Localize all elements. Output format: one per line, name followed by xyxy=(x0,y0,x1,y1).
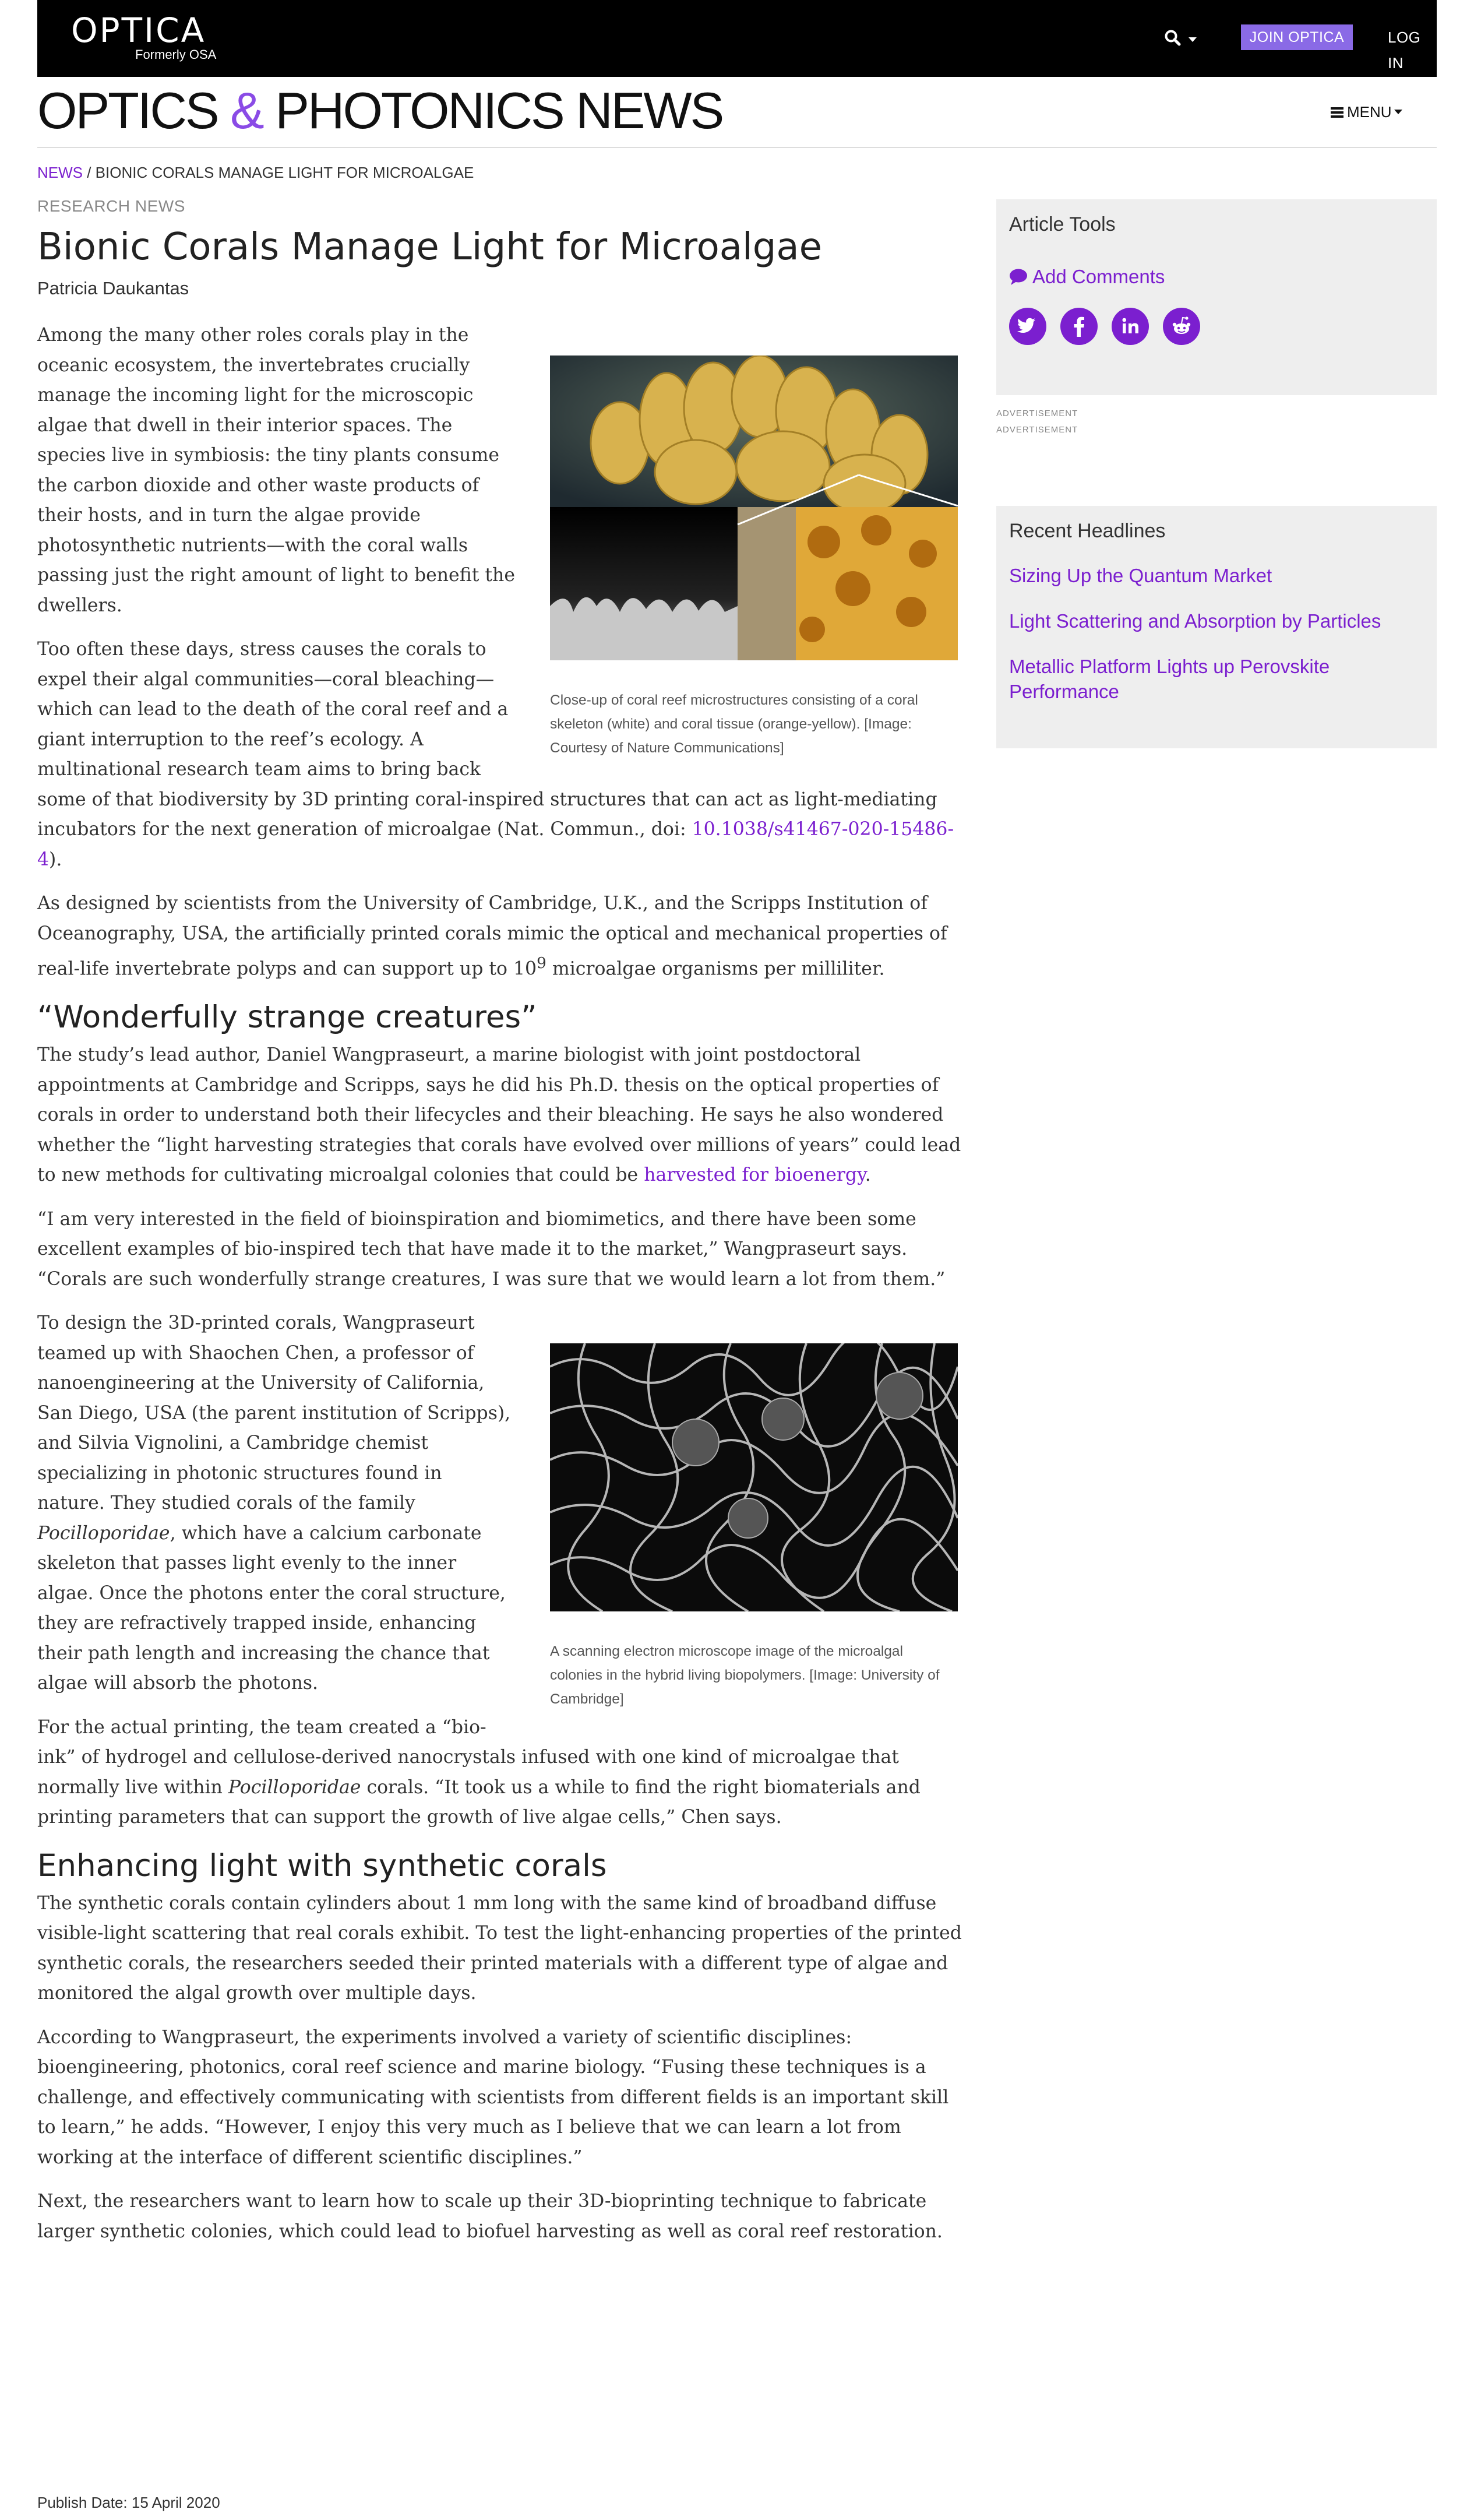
article-paragraph: Among the many other roles corals play in the oceanic ecosystem, the invertebrates crucially manage the incoming light for the microscopic algae that dwell in their interior spaces. The species live in symbiosis: the tiny plants consume the carbon dioxide and other waste products of their hosts, and in turn the algae provide photosynthetic nutrients—with the coral walls passing just the right amount of light to benefit the dwellers. xyxy=(37,325,515,616)
article-tools-panel xyxy=(996,199,1437,395)
article-kicker: RESEARCH NEWS xyxy=(37,197,185,215)
advertisement-label: ADVERTISEMENT xyxy=(996,409,1078,418)
search-icon xyxy=(1164,29,1182,47)
paragraph-text: microalgae organisms per milliliter. xyxy=(546,958,885,980)
logo-subtitle: Formerly OSA xyxy=(135,47,217,62)
comment-icon xyxy=(1009,268,1028,286)
headline-link[interactable]: Sizing Up the Quantum Market xyxy=(1009,565,1272,586)
divider xyxy=(37,147,1437,148)
section-heading: “Wonderfully strange creatures” xyxy=(37,999,537,1035)
facebook-share-button[interactable] xyxy=(1060,308,1098,345)
doi-link[interactable]: 10.1038/s41467-020-15486-4 xyxy=(37,819,954,870)
emphasis: Pocilloporidae xyxy=(228,1776,361,1798)
paragraph-text: As designed by scientists from the University of Cambridge, U.K., and the Scripps Institution of Oceanography, USA, the artificially printed corals mimic the optical and mechanical properties of real-life invertebrate polyps and can support up to 10 xyxy=(37,893,947,980)
chevron-down-icon xyxy=(1189,37,1197,42)
breadcrumb-current: BIONIC CORALS MANAGE LIGHT FOR MICROALGAE xyxy=(95,164,474,181)
linkedin-icon xyxy=(1112,308,1149,345)
menu-button[interactable] xyxy=(1331,101,1402,122)
advertisement-label: ADVERTISEMENT xyxy=(996,425,1078,435)
reddit-icon xyxy=(1163,308,1200,345)
menu-label: MENU xyxy=(1347,103,1392,121)
figure-coral-closeup xyxy=(535,356,966,760)
article-title: Bionic Corals Manage Light for Microalgae xyxy=(37,226,822,269)
breadcrumb xyxy=(37,162,474,183)
article-paragraph xyxy=(37,1713,966,1833)
masthead-ampersand: & xyxy=(230,82,263,139)
optica-logo[interactable] xyxy=(71,10,217,62)
superscript: 9 xyxy=(537,955,546,972)
hamburger-icon xyxy=(1331,107,1343,118)
headline-link[interactable]: Metallic Platform Lights up Perovskite Performance xyxy=(1009,656,1330,702)
chevron-down-icon xyxy=(1394,110,1402,114)
logo-wordmark: OPTICA xyxy=(71,10,206,50)
figure-caption: A scanning electron microscope image of the microalgal colonies in the hybrid living biopolymers. [Image: University of Cambridge] xyxy=(550,1643,940,1707)
paragraph-text: The study’s lead author, Daniel Wangpraseurt, a marine biologist with joint postdoctoral appointments at Cambridge and Scripps, says he did his Ph.D. thesis on the optical properties of corals in order to understand both their lifecycles and their bleaching. He says he also wondered whether the “light harvesting strategies that corals have evolved over millions of years” could lead to new methods for cultivating microalgal colonies that could be xyxy=(37,1044,961,1185)
masthead-part2: PHOTONICS NEWS xyxy=(262,82,723,139)
paragraph-text: ). xyxy=(49,849,62,870)
recent-headlines-panel xyxy=(996,506,1437,748)
article-paragraph: “I am very interested in the field of bioinspiration and biomimetics, and there have been some excellent examples of bio-inspired tech that have made it to the market,” Wangpraseurt says. “Corals are such wonderfully strange creatures, I was sure that we would learn a lot from them.” xyxy=(37,1208,946,1290)
add-comments-link[interactable] xyxy=(1009,263,1165,290)
article-paragraph: Next, the researchers want to learn how to scale up their 3D-bioprinting technique to fabricate larger synthetic colonies, which could lead to biofuel harvesting as well as coral reef restoration. xyxy=(37,2191,943,2242)
paragraph-text: Too often these days, stress causes the corals to expel their algal communities—coral bleaching—which can lead to the death of the coral reef and a giant interruption to the reef’s ecology. A multinational research team aims to bring back some of that biodiversity by 3D printing coral-inspired structures that can act as light-mediating incubators for the next generation of microalgae (Nat. Commun., doi: xyxy=(37,639,937,840)
paragraph-text: For the actual printing, the team created a “bio-ink” of hydrogel and cellulose-derived nanocrystals infused with one kind of microalgae that normally live within xyxy=(37,1716,899,1798)
article-paragraph: According to Wangpraseurt, the experiments involved a variety of scientific disciplines: bioengineering, photonics, coral reef science and marine biology. “Fusing these techniques is a challenge, and effectively communicating with scientists from different fields is an important skill to learn,” he adds. “However, I enjoy this very much as I believe that we can learn a lot from working at the interface of different scientific disciplines.” xyxy=(37,2026,949,2168)
sem-microalgae-image[interactable] xyxy=(550,1343,958,1611)
publish-date: Publish Date: 15 April 2020 xyxy=(37,2494,220,2511)
article-body xyxy=(37,321,966,2261)
article-paragraph: The synthetic corals contain cylinders about 1 mm long with the same kind of broadband diffuse visible-light scattering that real corals exhibit. To test the light-enhancing properties of the printed synthetic corals, the researchers seeded their printed materials with a different type of algae and monitored the algal growth over multiple days. xyxy=(37,1892,962,2004)
paragraph-text: corals. “It took us a while to find the right biomaterials and printing parameters that can support the growth of live algae cells,” Chen says. xyxy=(37,1776,921,1828)
linkedin-share-button[interactable] xyxy=(1112,308,1149,345)
facebook-icon xyxy=(1060,308,1098,345)
join-optica-button[interactable]: JOIN OPTICA xyxy=(1241,24,1353,50)
reddit-share-button[interactable] xyxy=(1163,308,1200,345)
twitter-share-button[interactable] xyxy=(1009,308,1046,345)
breadcrumb-news-link[interactable]: NEWS xyxy=(37,164,83,181)
paragraph-text: To design the 3D-printed corals, Wangpraseurt teamed up with Shaochen Chen, a professor of nanoengineering at the University of California, San Diego, USA (the parent institution of Scripps), and Silvia Vignolini, a Cambridge chemist specializing in photonic structures found in nature. They studied corals of the family xyxy=(37,1312,511,1514)
site-masthead[interactable] xyxy=(37,82,722,140)
masthead-part1: OPTICS xyxy=(37,82,231,139)
coral-closeup-image[interactable] xyxy=(550,356,958,660)
headline-link[interactable]: Light Scattering and Absorption by Particles xyxy=(1009,610,1381,632)
login-link[interactable]: LOG IN xyxy=(1388,29,1421,72)
search-dropdown-button[interactable] xyxy=(1162,26,1203,49)
figure-sem-image xyxy=(535,1343,966,1711)
breadcrumb-separator: / xyxy=(83,164,96,181)
article-paragraph xyxy=(37,1040,966,1191)
section-heading: Enhancing light with synthetic corals xyxy=(37,1847,607,1884)
article-tools-title: Article Tools xyxy=(1009,213,1116,235)
figure-caption: Close-up of coral reef microstructures consisting of a coral skeleton (white) and coral tissue (orange-yellow). [Image: Courtesy of Nature Communications] xyxy=(550,692,918,756)
top-navigation-bar xyxy=(37,0,1437,77)
add-comments-label: Add Comments xyxy=(1032,266,1165,287)
paragraph-text: , which have a calcium carbonate skeleton that passes light evenly to the inner algae. Once the photons enter the coral structure, they are refractively trapped inside, enhancing their path length and increasing the chance that algae will absorb the photons. xyxy=(37,1522,506,1694)
emphasis: Pocilloporidae xyxy=(37,1522,170,1544)
twitter-icon xyxy=(1009,308,1046,345)
recent-headlines-title: Recent Headlines xyxy=(1009,520,1166,542)
bioenergy-link[interactable]: harvested for bioenergy xyxy=(644,1164,865,1185)
article-paragraph xyxy=(37,889,966,984)
article-author: Patricia Daukantas xyxy=(37,278,189,298)
paragraph-text: . xyxy=(865,1164,871,1185)
